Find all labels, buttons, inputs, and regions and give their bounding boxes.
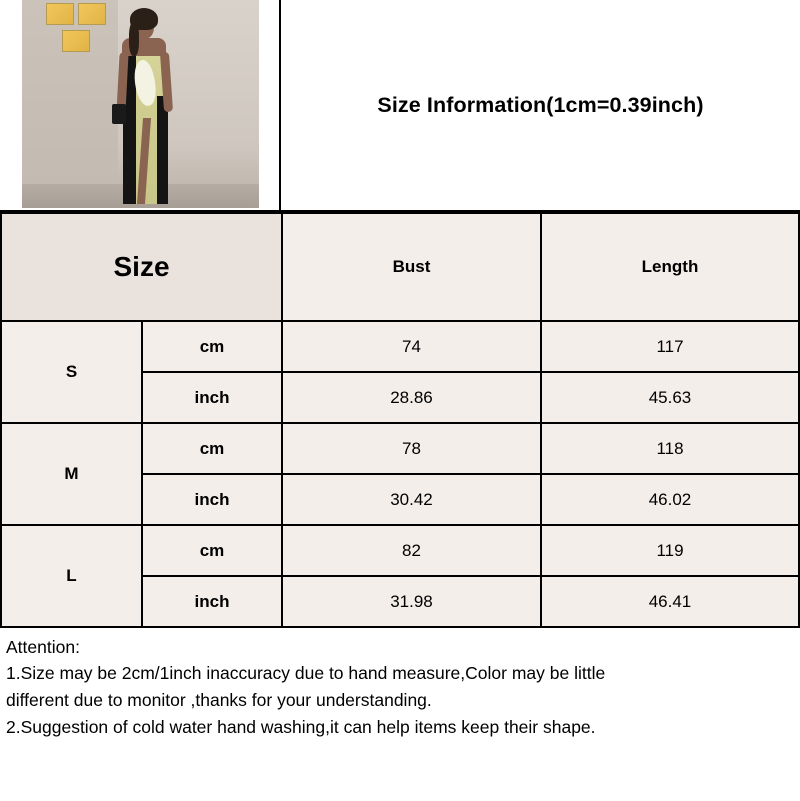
size-label-l: L	[1, 525, 142, 627]
length-value: 46.41	[541, 576, 799, 627]
table-row	[1, 525, 799, 576]
bust-value: 28.86	[282, 372, 541, 423]
attention-line-1a: 1.Size may be 2cm/1inch inaccuracy due to hand measure,Color may be little	[6, 663, 606, 683]
unit-cell: inch	[142, 474, 282, 525]
length-value: 46.02	[541, 474, 799, 525]
page-title: Size Information(1cm=0.39inch)	[377, 92, 704, 117]
bust-value: 74	[282, 321, 541, 372]
footer-spacer	[0, 741, 800, 801]
table-row	[1, 423, 799, 474]
attention-block	[0, 628, 800, 741]
photo-wall-panel	[46, 3, 74, 25]
length-value: 119	[541, 525, 799, 576]
unit-cell: inch	[142, 372, 282, 423]
bust-value: 31.98	[282, 576, 541, 627]
length-value: 45.63	[541, 372, 799, 423]
attention-heading: Attention:	[6, 637, 80, 657]
bust-value: 78	[282, 423, 541, 474]
photo-handbag	[112, 104, 126, 124]
size-table	[0, 212, 800, 628]
photo-wall-panel	[78, 3, 106, 25]
photo-dress-panel-right	[157, 96, 168, 204]
bust-value: 30.42	[282, 474, 541, 525]
product-photo	[22, 0, 259, 208]
unit-cell: cm	[142, 525, 282, 576]
column-header-bust: Bust	[282, 213, 541, 321]
size-label-s: S	[1, 321, 142, 423]
size-label-m: M	[1, 423, 142, 525]
unit-cell: cm	[142, 423, 282, 474]
header-band	[0, 0, 800, 212]
attention-line-1b: different due to monitor ,thanks for your understanding.	[6, 690, 432, 710]
unit-cell: inch	[142, 576, 282, 627]
product-photo-cell	[0, 0, 281, 210]
table-row	[1, 321, 799, 372]
length-value: 117	[541, 321, 799, 372]
unit-cell: cm	[142, 321, 282, 372]
attention-line-2: 2.Suggestion of cold water hand washing,it can help items keep their shape.	[6, 717, 596, 737]
title-cell	[281, 0, 800, 210]
column-header-size: Size	[1, 213, 282, 321]
table-header-row	[1, 213, 799, 321]
bust-value: 82	[282, 525, 541, 576]
length-value: 118	[541, 423, 799, 474]
photo-wall-panel	[62, 30, 90, 52]
photo-model-hair-strand	[129, 22, 139, 56]
column-header-length: Length	[541, 213, 799, 321]
